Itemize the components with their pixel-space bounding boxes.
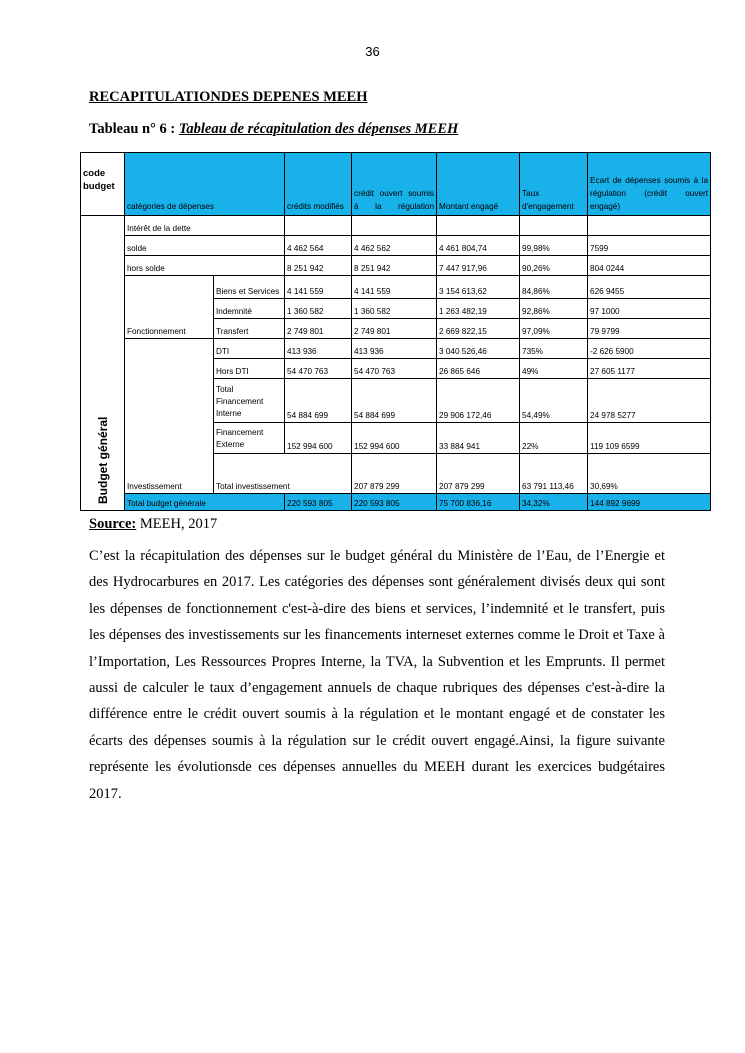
group-fonctionnement: Fonctionnement [125, 276, 214, 339]
cell-ecart: 626 9455 [588, 276, 711, 299]
row-label: Intérêt de la dette [125, 216, 285, 236]
cell-montant: 29 906 172,46 [437, 379, 520, 423]
table-row [81, 276, 711, 299]
cell-ouvert: 1 360 582 [352, 299, 437, 319]
row-label: Total investissement [214, 454, 352, 494]
cell-credits: 54 884 699 [285, 379, 352, 423]
source-text: MEEH, 2017 [136, 516, 218, 532]
cell-ecart: 79 9799 [588, 319, 711, 339]
row-label: Biens et Services [214, 276, 285, 299]
cell-credits: 413 936 [285, 339, 352, 359]
row-label: Transfert [214, 319, 285, 339]
row-label: DTI [214, 339, 285, 359]
cell-credits: 8 251 942 [285, 256, 352, 276]
cell-taux: 84,86% [520, 276, 588, 299]
header-credit-ouvert: crédit ouvert soumis à la régulation [352, 153, 437, 216]
cell-ecart: 97 1000 [588, 299, 711, 319]
cell-taux: 22% [520, 423, 588, 454]
cell-ecart: 24 978 5277 [588, 379, 711, 423]
cell-taux: 92,86% [520, 299, 588, 319]
cell-ecart: 144 892 9699 [588, 494, 711, 511]
cell-ecart [588, 216, 711, 236]
header-montant-engage: Montant engagé [437, 153, 520, 216]
header-categories: catégories de dépenses [125, 153, 285, 216]
cell-montant: 4 461 804,74 [437, 236, 520, 256]
group-investissement: Investissement [125, 339, 214, 494]
table-row [81, 236, 711, 256]
cell-credits: 4 462 564 [285, 236, 352, 256]
row-label: Hors DTI [214, 359, 285, 379]
source-label: Source: [89, 516, 137, 532]
cell-montant: 1 263 482,19 [437, 299, 520, 319]
section-heading: RECAPITULATIONDES DEPENES MEEH [89, 89, 368, 105]
cell-taux: 30,69% [588, 454, 711, 494]
expense-recap-table [80, 152, 711, 511]
header-code-budget: code budget [81, 153, 125, 216]
cell-taux [520, 216, 588, 236]
cell-credits: 207 879 299 [352, 454, 437, 494]
total-row [81, 494, 711, 511]
cell-ouvert: 4 462 562 [352, 236, 437, 256]
budget-general-cell [81, 216, 125, 511]
cell-ouvert: 4 141 559 [352, 276, 437, 299]
cell-credits: 220 593 805 [285, 494, 352, 511]
table-row [81, 216, 711, 236]
cell-montant: 75 700 836,16 [437, 494, 520, 511]
cell-taux: 99,98% [520, 236, 588, 256]
page-number: 36 [365, 44, 380, 59]
cell-montant: 3 154 613,62 [437, 276, 520, 299]
cell-credits [285, 216, 352, 236]
cell-taux: 97,09% [520, 319, 588, 339]
cell-montant: 26 865 646 [437, 359, 520, 379]
cell-montant: 33 884 941 [437, 423, 520, 454]
body-paragraph: C’est la récapitulation des dépenses sur le budget général du Ministère de l’Eau, de l’Energie et des Hydrocarbures en 2017. Les catégories des dépenses sont généralement divisés deux qui sont les dépenses de fonctionnement c'est-à-dire des biens et services, l’indemnité et le transfert, puis les dépenses des investissements sur les financements interneset externes comme le Droit et Taxe à l’Importation, Les Ressources Propres Interne, la TVA, la Subvention et les Emprunts. Il permet aussi de calculer le taux d’engagement annuels de chaque rubriques des dépenses c'est-à-dire la différence entre le crédit ouvert soumis à la régulation et le montant engagé et de constater les écarts des dépenses soumis à la régulation sur le crédit ouvert engagé.Ainsi, la figure suivante représente les évolutionsde ces dépenses annuelles du MEEH durant les exercices budgétaires 2017. [89, 548, 665, 802]
cell-montant: 63 791 113,46 [520, 454, 588, 494]
cell-ouvert: 207 879 299 [437, 454, 520, 494]
row-label: Financement Externe [214, 423, 285, 454]
cell-ecart: -2 626 5900 [588, 339, 711, 359]
row-label: hors solde [125, 256, 285, 276]
cell-ecart: 27 605 1177 [588, 359, 711, 379]
cell-ouvert: 2 749 801 [352, 319, 437, 339]
cell-ouvert: 54 470 763 [352, 359, 437, 379]
cell-ouvert [352, 216, 437, 236]
cell-taux: 49% [520, 359, 588, 379]
cell-ecart: 119 109 6599 [588, 423, 711, 454]
cell-credits: 54 470 763 [285, 359, 352, 379]
row-label: Total budget générale [125, 494, 285, 511]
header-taux: Taux d'engagement [520, 153, 588, 216]
cell-ouvert: 8 251 942 [352, 256, 437, 276]
table-caption [89, 121, 458, 138]
caption-title: Tableau de récapitulation des dépenses MEEH [178, 121, 459, 137]
table-header-row [81, 153, 711, 216]
cell-credits: 2 749 801 [285, 319, 352, 339]
cell-montant [437, 216, 520, 236]
cell-credits: 4 141 559 [285, 276, 352, 299]
cell-credits: 1 360 582 [285, 299, 352, 319]
header-ecart: Ecart de dépenses soumis à la régulation (crédit ouvert engagé) [588, 153, 711, 216]
budget-general-label: Budget général [95, 416, 110, 504]
cell-ouvert: 54 884 699 [352, 379, 437, 423]
row-label: solde [125, 236, 285, 256]
cell-montant: 3 040 526,46 [437, 339, 520, 359]
cell-ouvert: 413 936 [352, 339, 437, 359]
row-label: Indemnité [214, 299, 285, 319]
cell-ouvert: 152 994 600 [352, 423, 437, 454]
cell-taux: 90,26% [520, 256, 588, 276]
table-row [81, 339, 711, 359]
cell-taux: 735% [520, 339, 588, 359]
row-label: Total Financement Interne [214, 379, 285, 423]
header-credits-modifies: crédits modifiés [285, 153, 352, 216]
cell-credits: 152 994 600 [285, 423, 352, 454]
cell-ecart: 7599 [588, 236, 711, 256]
source-line [89, 516, 217, 533]
caption-prefix: Tableau n° 6 : [89, 121, 179, 137]
cell-taux: 54,49% [520, 379, 588, 423]
cell-ouvert: 220 593 805 [352, 494, 437, 511]
cell-ecart: 804 0244 [588, 256, 711, 276]
cell-taux: 34,32% [520, 494, 588, 511]
cell-montant: 2 669 822,15 [437, 319, 520, 339]
table-row [81, 256, 711, 276]
cell-montant: 7 447 917,96 [437, 256, 520, 276]
